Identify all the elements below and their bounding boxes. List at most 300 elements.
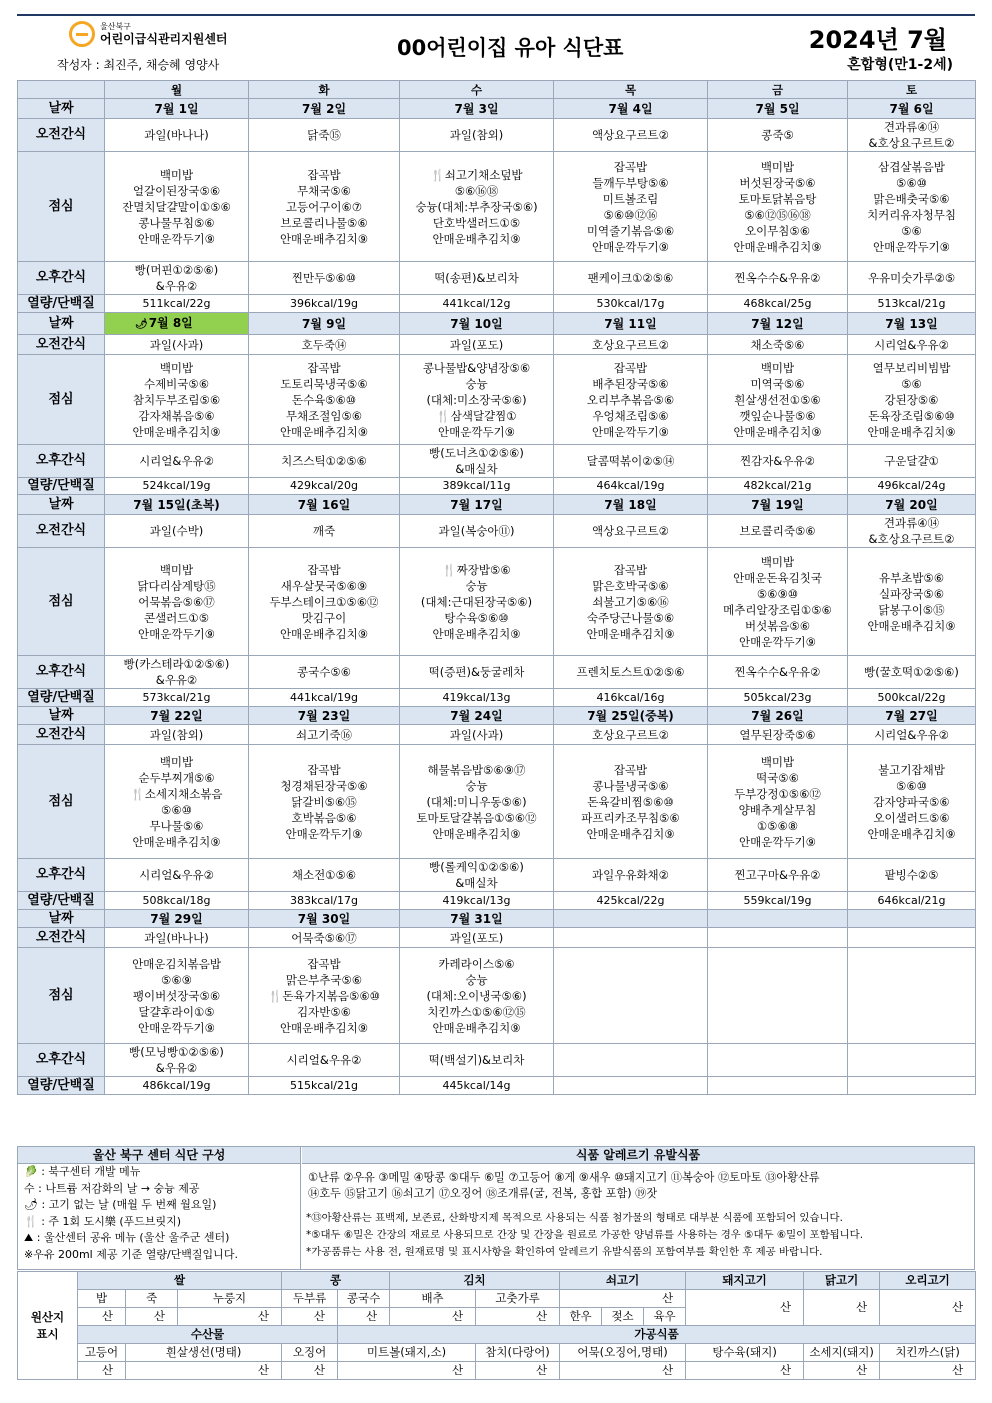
morning-label: 오전간식 [18, 725, 105, 745]
date-row [18, 910, 976, 928]
author: 작성자 : 최진주, 채승혜 영양사 [57, 58, 220, 72]
menu-line: 잔멸치달걀말이①⑤⑥ [122, 199, 231, 214]
menu-line: 416kcal/16g [596, 690, 665, 704]
menu-line: 7월 12일 [751, 316, 804, 331]
menu-line: 백미밥 [760, 360, 795, 375]
lunch-row [18, 355, 976, 445]
afternoon-cell [848, 859, 976, 892]
date-cell [105, 313, 249, 335]
origin-country: 산 [282, 1362, 338, 1380]
menu-line: 482kcal/21g [743, 479, 812, 492]
menu-line: 7월 10일 [450, 316, 503, 331]
origin-country: 산 [476, 1308, 560, 1326]
menu-line: 시리얼&우유② [139, 868, 214, 882]
lunch-cell [249, 548, 400, 656]
menu-line: ⑤⑥⑩ [896, 778, 927, 793]
origin-group: 콩 [282, 1272, 390, 1290]
lunch-cell [554, 355, 708, 445]
morning-row [18, 335, 976, 355]
menu-line: 팥빙수②⑤ [884, 868, 939, 882]
date-cell [848, 313, 976, 335]
menu-line: 닭봉구이⑤⑮ [878, 602, 945, 617]
lunch-row [18, 948, 976, 1044]
menu-line: 안매운배추김치⑨ [867, 826, 956, 841]
lunch-cell [848, 152, 976, 262]
menu-line: 잡곡밥 [613, 762, 648, 777]
afternoon-row [18, 859, 976, 892]
menu-line: 396kcal/19g [290, 296, 358, 310]
lunch-cell [708, 548, 848, 656]
lunch-cell [848, 948, 976, 1044]
menu-line: (대체:미니우동⑤⑥) [426, 794, 527, 809]
date-label: 날짜 [18, 99, 105, 119]
calories-cell [848, 689, 976, 707]
menu-line: 치킨까스①⑤⑥⑫⑮ [427, 1004, 526, 1019]
afternoon-cell [554, 859, 708, 892]
morning-cell [105, 725, 249, 745]
date-cell [848, 707, 976, 725]
date-row [18, 707, 976, 725]
menu-line: 안매운배추김치⑨ [279, 1020, 369, 1035]
afternoon-row [18, 262, 976, 295]
date-cell [249, 99, 400, 119]
menu-line: 잡곡밥 [613, 562, 648, 577]
menu-line: 496kcal/24g [877, 479, 946, 492]
lunch-cell [708, 355, 848, 445]
menu-line: 429kcal/20g [290, 479, 358, 492]
allergy-note: *⑤대두 ⑥밀은 간장의 재료로 사용되므로 간장 및 간장을 원료로 가공한 양념류를 사용하는 경우 ⑤대두 ⑥밀이 포함됩니다. [306, 1229, 864, 1241]
menu-line: 빵(머핀①②⑤⑥) [134, 263, 219, 277]
header [17, 16, 975, 80]
morning-cell [400, 928, 554, 948]
date-cell [249, 313, 400, 335]
year-month: 2024년 7월 [808, 26, 947, 54]
corner-cell [18, 81, 105, 99]
calories-cell [708, 478, 848, 495]
origin-country: 산 [390, 1308, 476, 1326]
menu-line: ⑤⑥⑩ [161, 802, 192, 817]
morning-cell [400, 515, 554, 548]
morning-cell [554, 515, 708, 548]
menu-line: 🍴짜장밥⑤⑥ [442, 562, 511, 577]
calories-cell [848, 478, 976, 495]
origin-country: 산 [686, 1362, 804, 1380]
afternoon-cell [554, 262, 708, 295]
menu-line: 안매운배추김치⑨ [132, 424, 221, 439]
calories-cell [249, 689, 400, 707]
morning-cell [848, 928, 976, 948]
legend-title: 울산 북구 센터 식단 구성 [18, 1147, 300, 1164]
menu-line: 열무보리비빔밥 [872, 360, 951, 375]
lunch-cell [554, 948, 708, 1044]
calories-cell [554, 689, 708, 707]
menu-line: 버섯된장국⑤⑥ [739, 175, 816, 190]
origin-country: 산 [282, 1308, 338, 1326]
menu-line: 안매운배추김치⑨ [867, 618, 956, 633]
morning-label: 오전간식 [18, 928, 105, 948]
menu-line: 새우살뭇국⑤⑥⑨ [280, 578, 368, 593]
calories-cell [105, 892, 249, 910]
date-cell [249, 707, 400, 725]
calories-cell [708, 892, 848, 910]
menu-line: 7월 23일 [297, 708, 351, 723]
menu-line: 500kcal/22g [877, 690, 946, 704]
menu-line: 7월 5일 [755, 101, 800, 116]
afternoon-cell [249, 262, 400, 295]
date-cell [848, 99, 976, 119]
menu-line: 7월 18일 [604, 497, 657, 512]
origin-item: 소세지(돼지) [804, 1344, 880, 1362]
menu-line: 시리얼&우유② [139, 454, 214, 468]
age-group: 혼합형(만1-2세) [847, 57, 953, 73]
menu-line: 잡곡밥 [307, 562, 341, 577]
menu-line: 안매운배추김치⑨ [733, 239, 822, 254]
origin-country: 산 [78, 1308, 126, 1326]
menu-line: 두부강정①⑤⑥⑫ [734, 786, 821, 801]
menu-line: 과일(바나나) [144, 930, 209, 945]
menu-line: 미역국⑤⑥ [750, 376, 805, 391]
menu-line: 액상요구르트② [592, 524, 669, 538]
menu-line: 찐만두⑤⑥⑩ [291, 271, 357, 285]
date-row [18, 313, 976, 335]
morning-row [18, 928, 976, 948]
menu-line: 과일(사과) [149, 337, 204, 352]
menu-line: ⑤⑥ [901, 223, 922, 238]
calories-cell [105, 478, 249, 495]
date-row [18, 495, 976, 515]
origin-item: 어묵(오징어,명태) [560, 1344, 686, 1362]
allergy-title: 식품 알레르기 유발식품 [302, 1147, 974, 1164]
menu-line: 버섯볶음⑤⑥ [744, 618, 811, 633]
menu-line: 빵(도너츠①②⑤⑥) [429, 446, 524, 460]
afternoon-cell [400, 445, 554, 478]
menu-line: 513kcal/21g [877, 296, 946, 310]
menu-line: 김자반⑤⑥ [297, 1004, 351, 1019]
morning-cell [249, 725, 400, 745]
menu-line: 떡(송편)&보리차 [434, 271, 519, 285]
afternoon-cell [708, 859, 848, 892]
date-cell [554, 313, 708, 335]
menu-line: 빵(꿀호떡①②⑤⑥) [864, 665, 959, 679]
date-label: 날짜 [18, 313, 105, 335]
menu-line: 🍴삼색달걀찜① [436, 408, 517, 423]
origin-item: 콩국수 [338, 1290, 390, 1308]
origin-item: 배추 [390, 1290, 476, 1308]
menu-line: 7월 3일 [454, 101, 499, 116]
afternoon-cell [708, 445, 848, 478]
date-cell [554, 910, 708, 928]
menu-line: 해물볶음밥⑤⑥⑨⑰ [427, 762, 526, 777]
date-text: 7월 8일 [148, 315, 193, 330]
menu-line: 도토리묵냉국⑤⑥ [280, 376, 368, 391]
menu-line: 오이샐러드⑤⑥ [873, 810, 950, 825]
calories-cell [249, 478, 400, 495]
weekday-sat: 토 [848, 81, 976, 99]
lunch-label: 점심 [18, 355, 105, 445]
lunch-cell [400, 745, 554, 859]
menu-line: 어묵볶음⑤⑥⑰ [138, 594, 215, 609]
menu-line: 닭죽⑮ [307, 128, 341, 142]
menu-line: 508kcal/18g [142, 893, 211, 907]
menu-legend [18, 1147, 301, 1269]
lunch-cell [105, 548, 249, 656]
calories-label: 열량/단백질 [18, 892, 105, 910]
menu-line: 달걀후라이①⑤ [138, 1004, 215, 1019]
menu-line: 안매운김치볶음밥 [132, 956, 221, 971]
lunch-cell [554, 152, 708, 262]
menu-line: 🍴쇠고기채소덮밥 [430, 167, 523, 182]
menu-line: 7월 15일(초복) [133, 497, 220, 512]
calories-cell [708, 295, 848, 313]
menu-line: 불고기잡채밥 [878, 762, 945, 777]
origin-country: 산 [338, 1362, 476, 1380]
lunch-cell [708, 745, 848, 859]
menu-line: 과일(바나나) [144, 128, 209, 142]
menu-line: 실파장국⑤⑥ [878, 586, 945, 601]
menu-line: 숙주당근나물⑤⑥ [586, 610, 675, 625]
menu-table [17, 80, 976, 1095]
menu-line: 토마토달걀볶음①⑤⑥⑫ [416, 810, 537, 825]
menu-line: 찐고구마&우유② [734, 868, 821, 882]
menu-line: 안매운배추김치⑨ [867, 424, 956, 439]
origin-group: 쌀 [78, 1272, 282, 1290]
allergen-list: ①난류 ②우유 ③메밀 ④땅콩 ⑤대두 ⑥밀 ⑦고등어 ⑧게 ⑨새우 ⑩돼지고기 ⑪복숭아 ⑫토마토 ⑬아황산류 [308, 1171, 820, 1184]
menu-line: 7월 24일 [450, 708, 503, 723]
menu-line: 과일(참외) [149, 727, 204, 742]
calories-row [18, 689, 976, 707]
morning-cell [400, 725, 554, 745]
morning-cell [848, 515, 976, 548]
date-cell [848, 910, 976, 928]
origin-country: 산 [560, 1362, 686, 1380]
menu-line: 잡곡밥 [307, 167, 341, 182]
date-cell [554, 99, 708, 119]
afternoon-cell [708, 262, 848, 295]
menu-line: 숭늉 [465, 778, 488, 793]
menu-line: 배추된장국⑤⑥ [592, 376, 669, 391]
morning-cell [554, 928, 708, 948]
origin-country: 산 [126, 1308, 178, 1326]
menu-line: 안매운배추김치⑨ [432, 626, 521, 641]
menu-line: 안매운배추김치⑨ [586, 826, 675, 841]
origin-item: 젖소 [602, 1308, 644, 1326]
calories-row [18, 478, 976, 495]
menu-line: ⑤⑥⑩ [896, 175, 927, 190]
menu-line: 브로콜리나물⑤⑥ [280, 215, 368, 230]
menu-line: 강된장⑤⑥ [884, 392, 939, 407]
menu-line: 빵(롤케익①②⑤⑥) [429, 860, 524, 874]
afternoon-cell [554, 656, 708, 689]
menu-line: &우유② [155, 673, 198, 687]
menu-line: 7월 25일(중복) [587, 708, 674, 723]
lunch-cell [105, 355, 249, 445]
lunch-label: 점심 [18, 548, 105, 656]
menu-line: 감자채볶음⑤⑥ [138, 408, 215, 423]
date-cell [105, 495, 249, 515]
menu-line: 두부스테이크①⑤⑥⑫ [269, 594, 379, 609]
logo-title: 어린이급식관리지원센터 [100, 32, 228, 46]
afternoon-cell [249, 445, 400, 478]
legend-item: ⛰ : 울산센터 공유 메뉴 (울산 울주군 센터) [24, 1231, 230, 1244]
lunch-row [18, 745, 976, 859]
lunch-cell [708, 152, 848, 262]
processed-title: 가공식품 [338, 1326, 976, 1344]
menu-line: 시리얼&우유② [286, 1053, 362, 1067]
menu-line: 액상요구르트② [592, 128, 669, 142]
menu-line: 탕수육⑤⑥⑩ [444, 610, 509, 625]
calories-cell [400, 892, 554, 910]
lunch-row [18, 152, 976, 262]
origin-group: 김치 [390, 1272, 560, 1290]
menu-line: 달콤떡볶이②⑤⑭ [586, 454, 675, 468]
menu-line: 닭다리삼계탕⑮ [137, 578, 216, 593]
menu-line: 닭갈비⑤⑥⑮ [291, 794, 357, 809]
allergy-note: *가공품류는 사용 전, 원재료명 및 표시사항을 확인하여 알레르기 유발식품의 포함여부를 확인한 후 제공 바랍니다. [306, 1246, 823, 1258]
calories-cell [848, 892, 976, 910]
legend-item: 🌶 : 고기 없는 날 (매월 두 번째 월요일) [24, 1198, 217, 1211]
menu-line: 419kcal/13g [442, 690, 511, 704]
menu-line: 채소전①⑤⑥ [291, 868, 357, 882]
menu-line: ⑤⑥⑩⑫⑯ [603, 207, 658, 222]
date-label: 날짜 [18, 707, 105, 725]
date-cell [400, 495, 554, 515]
menu-line: 안매운배추김치⑨ [279, 424, 369, 439]
date-cell [400, 910, 554, 928]
origin-group: 돼지고기 [686, 1272, 804, 1290]
lunch-cell [708, 948, 848, 1044]
weekday-mon: 월 [105, 81, 249, 99]
origin-table [17, 1271, 976, 1380]
menu-line: 안매운깍두기⑨ [873, 239, 950, 254]
morning-cell [249, 119, 400, 152]
morning-label: 오전간식 [18, 119, 105, 152]
logo-subtitle: 울산북구 [100, 22, 131, 31]
menu-line: 숭늉 [465, 578, 488, 593]
date-cell [708, 313, 848, 335]
weekday-thu: 목 [554, 81, 708, 99]
origin-country: 산 [880, 1290, 976, 1326]
menu-line: 안매운깍두기⑨ [592, 424, 669, 439]
menu-line: 안매운배추김치⑨ [586, 626, 675, 641]
menu-line: 호박볶음⑤⑥ [291, 810, 357, 825]
menu-line: 맑은배춧국⑤⑥ [873, 191, 950, 206]
menu-line: 구운달걀① [884, 454, 939, 468]
origin-item: 죽 [126, 1290, 178, 1308]
morning-row [18, 515, 976, 548]
menu-line: 511kcal/22g [142, 296, 211, 310]
menu-line: 치즈스틱①②⑤⑥ [281, 454, 367, 468]
menu-line: 7월 4일 [608, 101, 653, 116]
origin-country: 산 [686, 1290, 804, 1326]
origin-item: 밥 [78, 1290, 126, 1308]
menu-line: 쇠고기죽⑯ [296, 727, 352, 742]
menu-line: 7월 6일 [889, 101, 934, 116]
afternoon-cell [105, 445, 249, 478]
date-cell [400, 707, 554, 725]
origin-item: 두부류 [282, 1290, 338, 1308]
menu-line: 안매운깍두기⑨ [138, 1020, 215, 1035]
menu-line: 과일(포도) [449, 337, 504, 352]
afternoon-cell [848, 1044, 976, 1077]
menu-line: 떡(백설기)&보리차 [428, 1053, 525, 1067]
morning-cell [105, 335, 249, 355]
origin-item: 육우 [644, 1308, 686, 1326]
origin-side-label: 원산지 표시 [18, 1272, 78, 1380]
menu-line: 빵(카스테라①②⑤⑥) [123, 657, 230, 671]
afternoon-label: 오후간식 [18, 262, 105, 295]
afternoon-cell [105, 1044, 249, 1077]
menu-line: 시리얼&우유② [874, 337, 949, 352]
menu-line: 쇠불고기⑤⑥⑯ [592, 594, 669, 609]
menu-line: 숭늉(대체:부추장국⑤⑥) [415, 199, 538, 214]
menu-line: 숭늉 [465, 972, 488, 987]
menu-line: 과일(참외) [449, 128, 504, 142]
morning-row [18, 725, 976, 745]
morning-cell [708, 725, 848, 745]
menu-line: 치커리유자청무침 [867, 207, 956, 222]
menu-line: 잡곡밥 [307, 360, 341, 375]
menu-line: 과일우유화채② [592, 868, 669, 882]
menu-line: 미역줄기볶음⑤⑥ [586, 223, 675, 238]
morning-cell [554, 335, 708, 355]
afternoon-label: 오후간식 [18, 1044, 105, 1077]
legend-item: 수 : 나트륨 저감화의 날 → 숭늉 제공 [24, 1181, 200, 1195]
calories-cell [554, 295, 708, 313]
origin-country: 산 [78, 1362, 126, 1380]
menu-line: 425kcal/22g [596, 893, 665, 907]
menu-line: 호상요구르트② [592, 337, 669, 352]
lunch-cell [249, 152, 400, 262]
morning-cell [708, 119, 848, 152]
menu-line: 안매운배추김치⑨ [432, 1020, 521, 1035]
menu-line: 찐감자&우유② [740, 454, 815, 468]
menu-line: 7월 27일 [885, 708, 938, 723]
origin-group: 닭고기 [804, 1272, 880, 1290]
origin-item: 참치(다랑어) [476, 1344, 560, 1362]
morning-cell [105, 515, 249, 548]
calories-cell [249, 295, 400, 313]
menu-line: 7월 19일 [751, 497, 804, 512]
origin-item: 고등어 [78, 1344, 126, 1362]
menu-line: 얼갈이된장국⑤⑥ [132, 183, 221, 198]
menu-line: 524kcal/19g [142, 479, 211, 492]
menu-line: 들깨두부탕⑤⑥ [592, 175, 669, 190]
lunch-cell [400, 152, 554, 262]
menu-line: 잡곡밥 [613, 159, 648, 174]
date-cell [105, 99, 249, 119]
menu-line: 백미밥 [159, 754, 194, 769]
afternoon-row [18, 1044, 976, 1077]
afternoon-cell [249, 656, 400, 689]
morning-cell [554, 119, 708, 152]
weekday-tue: 화 [249, 81, 400, 99]
afternoon-cell [554, 445, 708, 478]
morning-cell [105, 119, 249, 152]
menu-line: 팽이버섯장국⑤⑥ [132, 988, 221, 1003]
menu-line: 안매운배추김치⑨ [733, 424, 822, 439]
menu-line: &매실차 [455, 462, 498, 476]
origin-group: 오리고기 [880, 1272, 976, 1290]
origin-item: 탕수육(돼지) [686, 1344, 804, 1362]
menu-line: 468kcal/25g [743, 296, 812, 310]
lunch-cell [105, 745, 249, 859]
menu-line: 7월 22일 [150, 708, 203, 723]
menu-line: 채소죽⑤⑥ [750, 337, 805, 352]
menu-line: (대체:미소장국⑤⑥) [426, 392, 527, 407]
menu-line: 돈수육⑤⑥⑩ [291, 392, 357, 407]
menu-line: 단호박샐러드①⑤ [432, 215, 521, 230]
menu-line: 🍴돈육가지볶음⑤⑥⑩ [268, 988, 380, 1003]
